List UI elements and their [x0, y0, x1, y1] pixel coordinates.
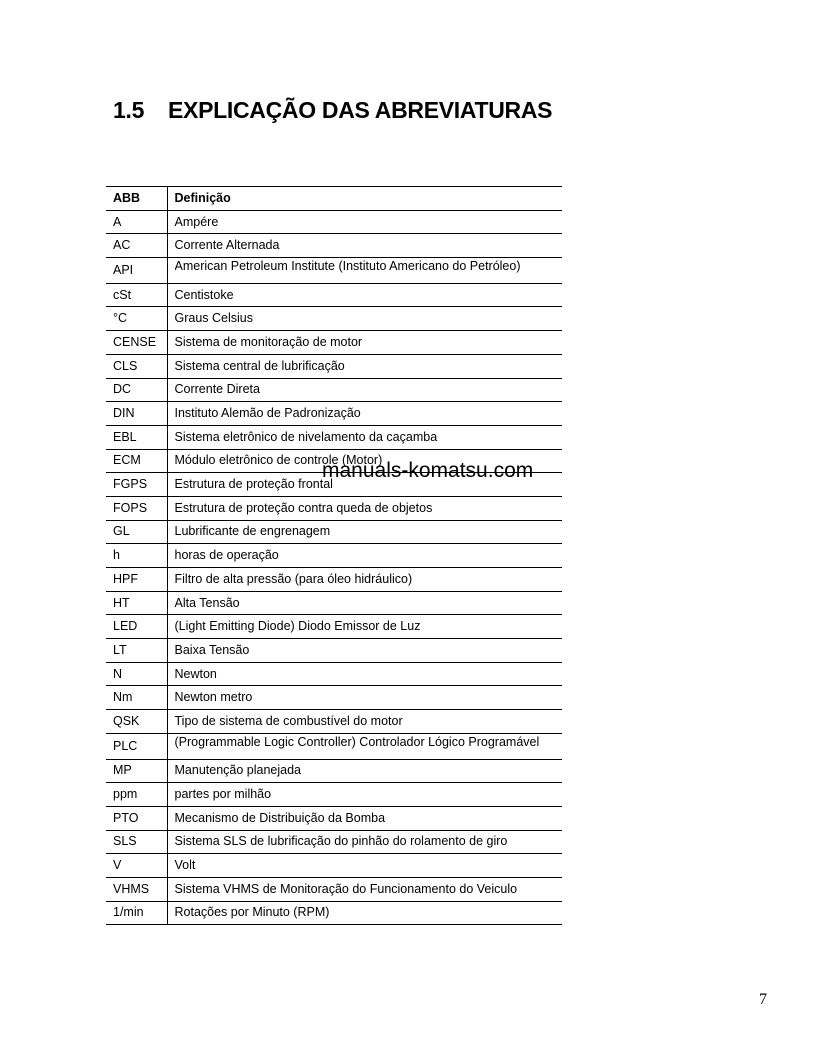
abbreviation-cell: 1/min [106, 901, 167, 925]
definition-cell [167, 733, 562, 759]
table-row [106, 591, 562, 615]
abbreviation-cell: h [106, 544, 167, 568]
definition-cell: Newton [167, 662, 562, 686]
definition-cell: Estrutura de proteção frontal [167, 473, 562, 497]
definition-cell: Newton metro [167, 686, 562, 710]
table-row [106, 783, 562, 807]
table-row [106, 234, 562, 258]
abbreviation-cell: HT [106, 591, 167, 615]
table-row [106, 331, 562, 355]
definition-cell: Sistema central de lubrificação [167, 354, 562, 378]
section-title: EXPLICAÇÃO DAS ABREVIATURAS [168, 97, 553, 123]
table-row [106, 759, 562, 783]
abbreviation-cell: HPF [106, 568, 167, 592]
abbreviation-cell: QSK [106, 710, 167, 734]
definition-cell: Sistema VHMS de Monitoração do Funcionamento do Veiculo [167, 877, 562, 901]
table-row [106, 283, 562, 307]
table-row [106, 402, 562, 426]
definition-cell: Sistema de monitoração de motor [167, 331, 562, 355]
table-body [106, 210, 562, 925]
definition-cell: Mecanismo de Distribuição da Bomba [167, 806, 562, 830]
table-row [106, 806, 562, 830]
definition-cell: Centistoke [167, 283, 562, 307]
definition-text: American Petroleum Institute (Instituto Americano do Petróleo) [174, 260, 521, 274]
abbreviation-cell: CLS [106, 354, 167, 378]
table-row [106, 615, 562, 639]
table-row [106, 496, 562, 520]
definition-cell: Corrente Alternada [167, 234, 562, 258]
abbreviation-cell: VHMS [106, 877, 167, 901]
definition-cell: Corrente Direta [167, 378, 562, 402]
definition-cell: Baixa Tensão [167, 639, 562, 663]
page-number: 7 [759, 991, 767, 1008]
abbreviation-cell: N [106, 662, 167, 686]
definition-text: (Programmable Logic Controller) Controlador Lógico Programável [174, 735, 540, 749]
abbreviation-cell: FOPS [106, 496, 167, 520]
table-row [106, 520, 562, 544]
watermark: manuals-komatsu.com [322, 459, 534, 482]
abbreviation-cell: LED [106, 615, 167, 639]
definition-cell: Sistema eletrônico de nivelamento da caçamba [167, 425, 562, 449]
table-row [106, 307, 562, 331]
abbreviations-table [106, 186, 562, 925]
definition-cell: partes por milhão [167, 783, 562, 807]
abbreviation-cell: SLS [106, 830, 167, 854]
abbreviation-cell: PLC [106, 733, 167, 759]
abbreviation-cell: FGPS [106, 473, 167, 497]
table-row [106, 854, 562, 878]
abbreviation-cell: DC [106, 378, 167, 402]
abbreviation-cell: PTO [106, 806, 167, 830]
definition-cell: (Light Emitting Diode) Diodo Emissor de Luz [167, 615, 562, 639]
table-row [106, 901, 562, 925]
abbreviation-cell: ppm [106, 783, 167, 807]
definition-cell: Ampére [167, 210, 562, 234]
table-header-row [106, 187, 562, 211]
abbreviation-cell: V [106, 854, 167, 878]
table-row [106, 686, 562, 710]
definition-cell: Estrutura de proteção contra queda de objetos [167, 496, 562, 520]
definition-cell: Tipo de sistema de combustível do motor [167, 710, 562, 734]
abbreviation-cell: Nm [106, 686, 167, 710]
abbreviation-cell: °C [106, 307, 167, 331]
definition-cell: Manutenção planejada [167, 759, 562, 783]
section-number: 1.5 [113, 97, 145, 123]
section-heading [113, 97, 552, 124]
definition-cell: Módulo eletrônico de controle (Motor) [167, 449, 562, 473]
table-row [106, 733, 562, 759]
abbreviation-cell: ECM [106, 449, 167, 473]
abbreviation-cell: CENSE [106, 331, 167, 355]
table-row [106, 639, 562, 663]
definition-cell: Sistema SLS de lubrificação do pinhão do rolamento de giro [167, 830, 562, 854]
abbreviation-cell: AC [106, 234, 167, 258]
definition-cell: Volt [167, 854, 562, 878]
table-row [106, 425, 562, 449]
abbreviation-cell: API [106, 258, 167, 284]
abbreviation-cell: A [106, 210, 167, 234]
abbreviation-cell: DIN [106, 402, 167, 426]
table-row [106, 544, 562, 568]
abbreviation-cell: MP [106, 759, 167, 783]
definition-cell [167, 258, 562, 284]
definition-cell: Instituto Alemão de Padronização [167, 402, 562, 426]
table-row [106, 378, 562, 402]
definition-cell: Graus Celsius [167, 307, 562, 331]
table-row [106, 568, 562, 592]
definition-cell: horas de operação [167, 544, 562, 568]
abbreviation-cell: LT [106, 639, 167, 663]
header-abb: ABB [106, 187, 167, 211]
table-row [106, 710, 562, 734]
table-row [106, 354, 562, 378]
table-row [106, 662, 562, 686]
abbreviation-cell: GL [106, 520, 167, 544]
definition-cell: Alta Tensão [167, 591, 562, 615]
definition-cell: Rotações por Minuto (RPM) [167, 901, 562, 925]
table-row [106, 258, 562, 284]
table-row [106, 210, 562, 234]
table-row [106, 830, 562, 854]
abbreviation-cell: EBL [106, 425, 167, 449]
definition-cell: Lubrificante de engrenagem [167, 520, 562, 544]
table-row [106, 877, 562, 901]
header-definition: Definição [167, 187, 562, 211]
abbreviation-cell: cSt [106, 283, 167, 307]
definition-cell: Filtro de alta pressão (para óleo hidráulico) [167, 568, 562, 592]
